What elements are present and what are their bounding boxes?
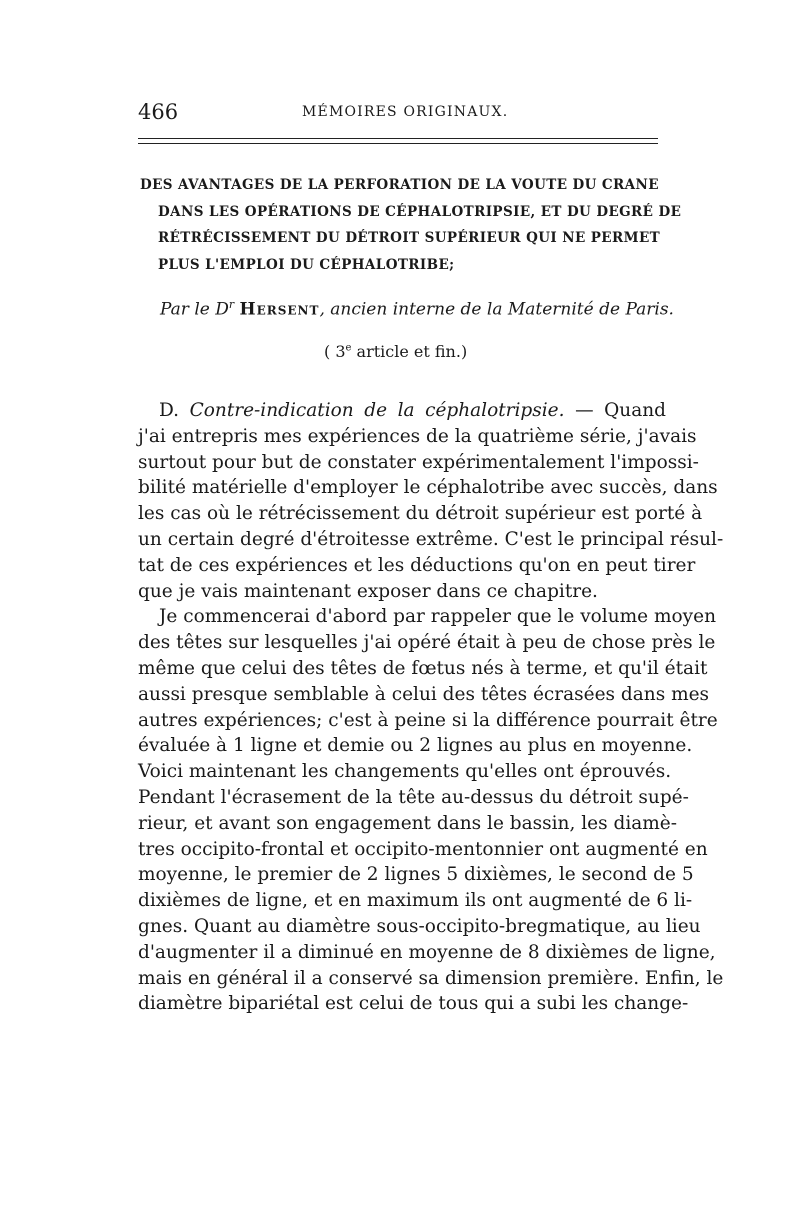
title-line: DANS LES OPÉRATIONS DE CÉPHALOTRIPSIE, ET DU DEGRÉ DE — [158, 203, 682, 220]
paragraph-line: aussi presque semblable à celui des têtes écrasées dans mes — [138, 683, 710, 705]
paragraph-line: que je vais maintenant exposer dans ce chapitre. — [138, 580, 598, 602]
byline-prefix: Par le D — [160, 299, 229, 320]
author-name: Hersent — [239, 299, 320, 320]
paragraph-line: même que celui des têtes de fœtus nés à terme, et qu'il était — [138, 657, 708, 679]
byline — [160, 298, 674, 320]
section-label: D. — [159, 400, 180, 421]
paragraph-line: diamètre bipariétal est celui de tous qui a subi les change- — [138, 993, 689, 1015]
title-line: PLUS L'EMPLOI DU CÉPHALOTRIBE; — [158, 256, 455, 273]
page-number: 466 — [138, 100, 179, 124]
paragraph-line: évaluée à 1 ligne et demie ou 2 lignes au plus en moyenne. — [138, 735, 693, 757]
paragraph-line: d'augmenter il a diminué en moyenne de 8 dixièmes de ligne, — [138, 941, 716, 963]
paragraph-line: moyenne, le premier de 2 lignes 5 dixièmes, le second de 5 — [138, 864, 694, 886]
paragraph-line: des têtes sur lesquelles j'ai opéré était à peu de chose près le — [138, 632, 716, 654]
article-note — [324, 342, 467, 361]
title-line: RÉTRÉCISSEMENT DU DÉTROIT SUPÉRIEUR QUI NE PERMET — [158, 230, 661, 246]
paragraph-line: gnes. Quant au diamètre sous-occipito-bregmatique, au lieu — [138, 915, 701, 937]
section-title: Contre-indication de la céphalotripsie. — [189, 400, 565, 421]
paragraph-line: surtout pour but de constater expérimentalement l'impossi- — [138, 451, 699, 473]
paragraph-line: Je commencerai d'abord par rappeler que le volume moyen — [159, 606, 716, 628]
paragraph-line: Voici maintenant les changements qu'elles ont éprouvés. — [138, 761, 672, 783]
header-rule-bottom — [138, 143, 658, 144]
article-title — [140, 172, 682, 278]
paragraph-line — [138, 398, 666, 424]
paragraph-line: les cas où le rétrécissement du détroit supérieur est porté à — [138, 503, 703, 525]
paragraph-line: mais en général il a conservé sa dimension première. Enfin, le — [138, 967, 724, 989]
paragraph-line: rieur, et avant son engagement dans le bassin, les diamè- — [138, 812, 678, 834]
paragraph-line: un certain degré d'étroitesse extrême. C'est le principal résul- — [138, 528, 724, 550]
body-text — [138, 398, 724, 1017]
paragraph-line: tat de ces expériences et les déductions qu'on en peut tirer — [138, 554, 696, 576]
paragraph-line: tres occipito-frontal et occipito-mentonnier ont augmenté en — [138, 838, 708, 860]
title-line: DES AVANTAGES DE LA PERFORATION DE LA VOUTE DU CRANE — [140, 177, 659, 193]
paragraph-line: dixièmes de ligne, et en maximum ils ont augmenté de 6 li- — [138, 890, 693, 912]
note-sup: e — [345, 342, 352, 354]
note-open: ( 3 — [324, 342, 346, 361]
byline-sup: r — [228, 298, 235, 311]
paragraph-line: j'ai entrepris mes expériences de la quatrième série, j'avais — [138, 425, 697, 447]
paragraph-line: Pendant l'écrasement de la tête au-dessus du détroit supé- — [138, 786, 689, 808]
paragraph-line: autres expériences; c'est à peine si la différence pourrait être — [138, 709, 718, 731]
running-title: MÉMOIRES ORIGINAUX. — [302, 104, 509, 120]
line-text: — Quand — [564, 400, 666, 421]
header-rule-top — [138, 138, 658, 139]
byline-suffix: , ancien interne de la Maternité de Paris. — [319, 299, 674, 320]
paragraph-line: bilité matérielle d'employer le céphalotribe avec succès, dans — [138, 477, 718, 499]
note-close: article et fin.) — [351, 342, 468, 361]
